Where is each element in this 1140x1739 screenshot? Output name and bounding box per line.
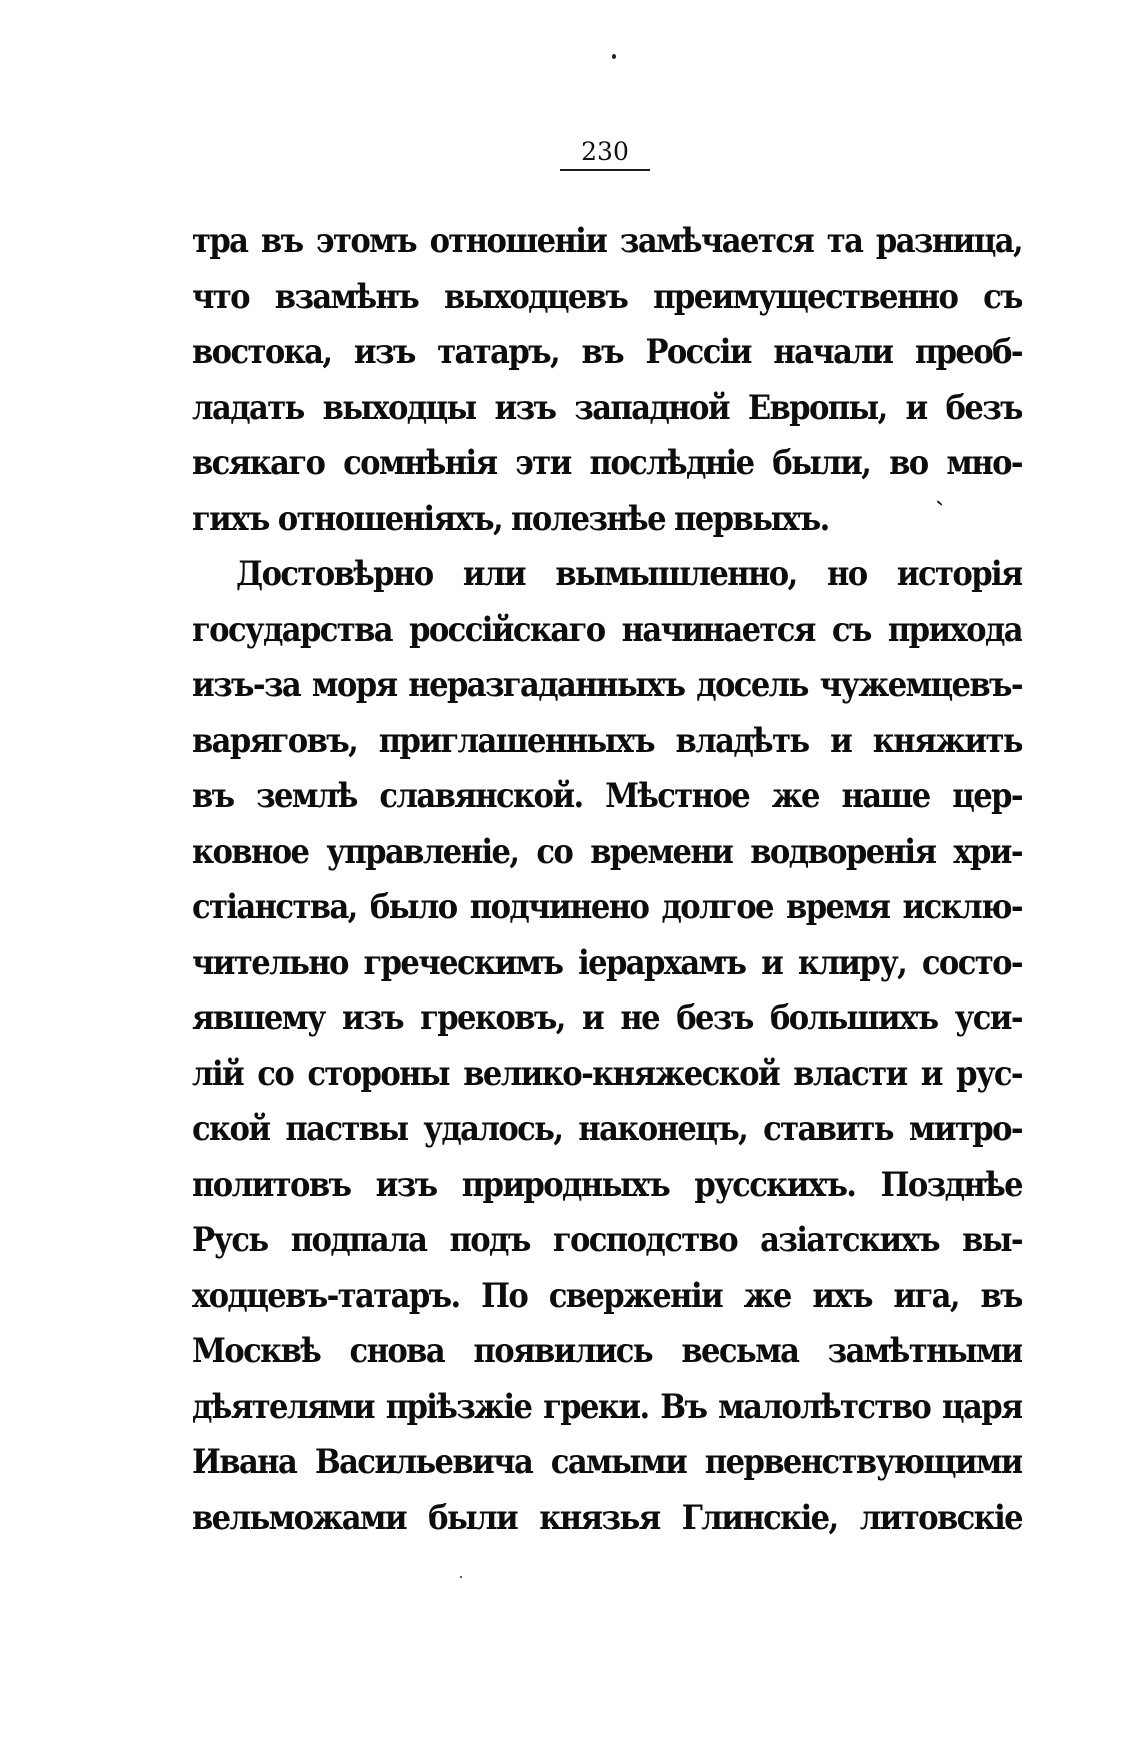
text-line: чительно греческимъ іерархамъ и клиру, состо- xyxy=(192,942,1022,983)
text-line: ладать выходцы изъ западной Европы, и безъ xyxy=(192,387,1022,428)
text-line: дѣятелями пріѣзжіе греки. Въ малолѣтство царя xyxy=(192,1386,1022,1427)
print-speck xyxy=(612,54,616,59)
text-line: лій со стороны велико-княжеской власти и рус- xyxy=(192,1053,1022,1094)
text-line: Достовѣрно или вымышленно, но исторія xyxy=(236,554,1022,594)
text-line: явшему изъ грековъ, и не безъ большихъ уси- xyxy=(192,998,1022,1038)
text-line: ковное управленіе, со времени водворенія хри- xyxy=(192,831,1022,872)
text-line: стіанства, было подчинено долгое время исклю- xyxy=(192,887,1022,927)
text-line: государства россійскаго начинается съ прихода xyxy=(192,609,1022,650)
text-line: тра въ этомъ отношеніи замѣчается та разница, xyxy=(192,221,1022,261)
body-text xyxy=(192,214,1022,1546)
text-line: варяговъ, приглашенныхъ владѣть и княжить xyxy=(192,720,1022,761)
text-line: всякаго сомнѣнія эти послѣдніе были, во мно- xyxy=(192,443,1022,483)
text-line: востока, изъ татаръ, въ Россіи начали преоб- xyxy=(192,332,1022,372)
text-line: политовъ изъ природныхъ русскихъ. Позднѣе xyxy=(192,1164,1022,1205)
text-line: ходцевъ-татаръ. По сверженіи же ихъ ига, въ xyxy=(192,1275,1022,1316)
text-line: Ивана Васильевича самыми первенствующими xyxy=(192,1442,1022,1482)
print-speck xyxy=(460,1576,462,1578)
text-line: гихъ отношеніяхъ, полезнѣе первыхъ. xyxy=(192,498,829,539)
text-line: вельможами были князья Глинскіе, литовскіе xyxy=(192,1497,1022,1538)
text-line: Русь подпала подъ господство азіатскихъ вы- xyxy=(192,1220,1022,1260)
text-line: что взамѣнъ выходцевъ преимущественно съ xyxy=(192,276,1022,317)
text-line: Москвѣ снова появились весьма замѣтными xyxy=(192,1331,1022,1371)
text-line: ской паствы удалось, наконецъ, ставить митро- xyxy=(192,1109,1022,1149)
text-line: въ землѣ славянской. Мѣстное же наше цер- xyxy=(192,776,1022,816)
page-number: 230 xyxy=(560,137,650,171)
text-line: изъ-за моря неразгаданныхъ досель чужемцевъ- xyxy=(192,665,1022,705)
